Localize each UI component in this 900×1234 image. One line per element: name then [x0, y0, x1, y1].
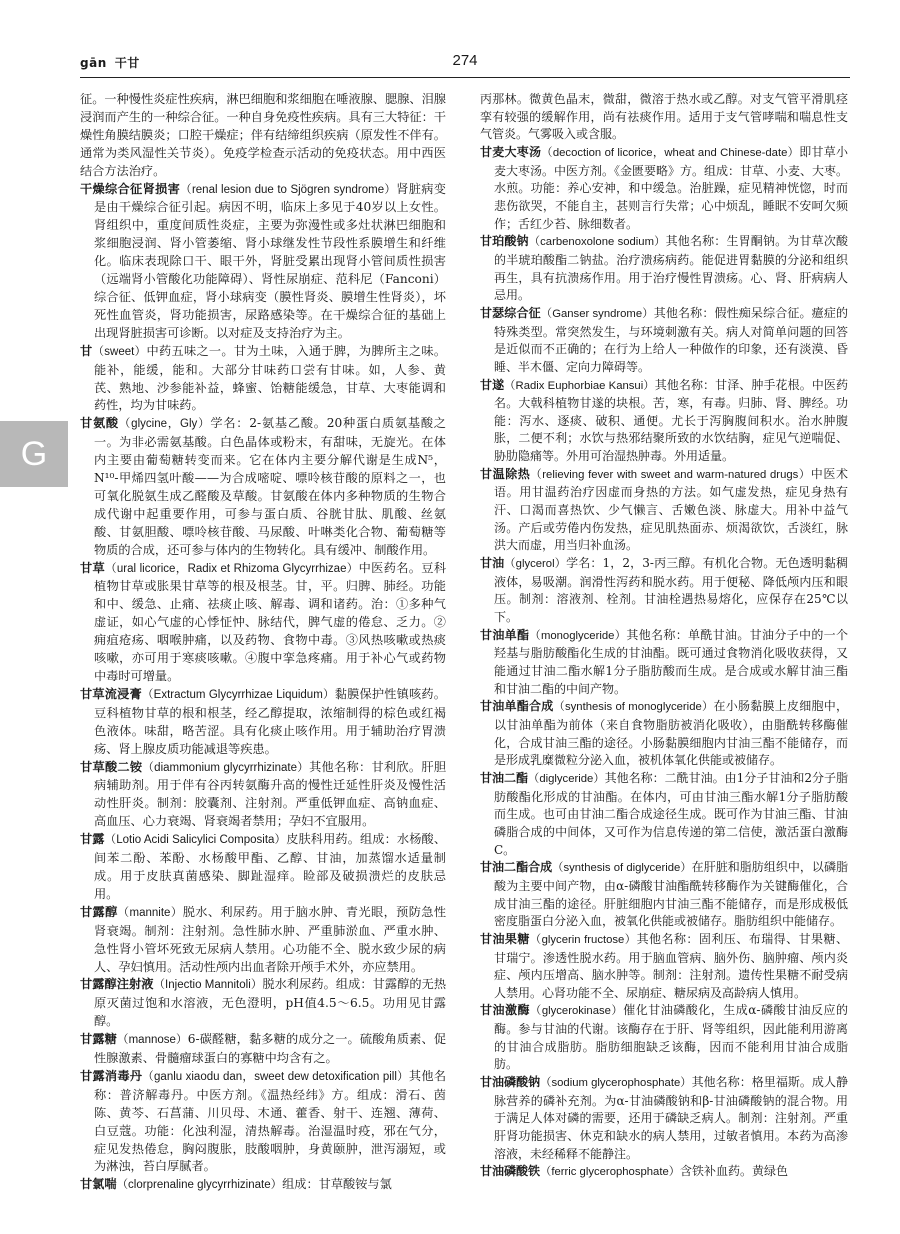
entry-english-term: （ferric glycerophosphate）: [540, 1166, 681, 1179]
entry-definition: 即甘草小麦大枣汤。中医方剂。《金匮要略》方。组成：甘草、小麦、大枣。水煎。功能：养心安神，和中缓急。治脏躁，症见精神恍惚，时而悲伤欲哭，不能自主，甚则言行失常；心中烦乱，睡眠不安呵欠频作；舌红少苔、脉细数者。: [494, 144, 848, 231]
entry-english-term: （glycerol）: [504, 558, 567, 571]
entry-headword: 甘氯喘: [80, 1177, 117, 1192]
dictionary-entry: [480, 466, 848, 555]
dictionary-entry: [80, 1176, 446, 1195]
entry-headword: 甘露消毒丹: [80, 1068, 143, 1083]
entry-definition: 学名：1，2，3-丙三醇。有机化合物。无色透明黏稠液体，易吸潮。润滑性泻药和脱水药。用于便秘、降低颅内压和眼压。制剂：溶液剂、栓剂。甘油栓遇热易熔化，应保存在25℃以下。: [494, 556, 848, 625]
page-header: [80, 52, 850, 74]
entry-headword: 甘草酸二铵: [80, 759, 143, 774]
entry-definition: 在肝脏和脂肪组织中，以磷脂酸为主要中间产物，由α-磷酸甘油酯酰转移酶作为关键酶催化，合成甘油三酯的途径。肝脏细胞内甘油三酯不能储存，而是形成极低密度脂蛋白分泌入血，被氧化供能或被储存。脂肪组织中能储存。: [494, 860, 848, 929]
entry-definition: 其他名称：固利压、布瑞得、甘果糖、甘瑞宁。渗透性脱水药。用于脑血管病、脑外伤、脑肿瘤、颅内炎症、颅内压增高、脑水肿等。制剂：注射剂。遗传性果糖不耐受病人禁用。心肾功能不全、尿崩症、糖尿病及高龄病人慎用。: [494, 931, 848, 1000]
entry-definition: 丙那林。微黄色晶末，微甜，微溶于热水或乙醇。对支气管平滑肌痉挛有较强的缓解作用，尚有祛痰作用。适用于支气管哮喘和喘息性支气管炎。气雾吸入或含服。: [480, 92, 848, 142]
dictionary-entry: [80, 904, 446, 977]
dictionary-entry: [480, 555, 848, 627]
entry-definition: 6-碳醛糖，黏多糖的成分之一。硫酸角质素、促性腺激素、骨髓瘤球蛋白的寡糖中均含有之。: [94, 1032, 446, 1066]
dictionary-entry: [480, 1002, 848, 1074]
page-number: 274: [452, 52, 478, 69]
dictionary-entry: [480, 698, 848, 770]
entry-definition: 其他名称：单酰甘油。甘油分子中的一个羟基与脂肪酸酯化生成的甘油酯。既可通过食物消化吸收获得，又能通过甘油二酯水解1分子脂肪酸而生成。是合成或水解甘油三酯和甘油二酯的中间产物。: [494, 627, 848, 696]
dictionary-entry: [480, 1163, 848, 1182]
header-pinyin: gān: [80, 56, 107, 70]
entry-definition: 其他名称：假性痴呆综合征。癔症的特殊类型。常突然发生，与环境刺激有关。病人对简单问题的回答是近似而不正确的；在行为上给人一种做作的印象，还有淡漠、昏睡、半木僵、定向力障碍等。: [494, 305, 848, 374]
dictionary-entry: [480, 1074, 848, 1163]
dictionary-entry: [80, 560, 446, 686]
entry-headword: 甘油单酯: [480, 627, 530, 642]
entry-definition: 在小肠黏膜上皮细胞中，以甘油单酯为前体（来自食物脂肪被消化吸收），由脂酰转移酶催化，合成甘油三酯的途径。小肠黏膜细胞内甘油三酯不能储存，而是形成乳糜微粒分泌入血，被机体氧化供能或被储存。: [494, 699, 848, 768]
header-section: 干甘: [114, 56, 140, 70]
entry-headword: 甘草: [80, 560, 106, 575]
dictionary-entry: [480, 377, 848, 466]
entry-english-term: （monoglyceride）: [529, 629, 627, 642]
entry-definition: 含铁补血药。黄绿色: [680, 1164, 789, 1179]
entry-english-term: （synthesis of diglyceride）: [552, 862, 692, 875]
entry-definition: 组成：甘草酸铵与氯: [282, 1177, 392, 1192]
dictionary-entry: [80, 343, 446, 416]
entry-english-term: （Radix Euphorbiae Kansui）: [504, 379, 655, 392]
entry-english-term: （ural licorice，Radix et Rhizoma Glycyrrhizae）: [105, 562, 359, 575]
entry-headword: 甘氨酸: [80, 416, 119, 431]
entry-english-term: （glycerokinase）: [530, 1005, 624, 1018]
entry-headword: 甘油单酯合成: [480, 699, 554, 714]
entry-definition: 中药五味之一。甘为土味，入通于脾，为脾所主之味。能补，能缓，能和。大部分甘味药口尝有甘味。如，人参、黄芪、熟地、沙参能补益，蜂蜜、饴糖能缓急，甘草、大枣能调和药性，均为甘味药。: [94, 343, 446, 413]
dictionary-entry: [80, 1068, 446, 1176]
entry-headword: 甘草流浸膏: [80, 686, 142, 701]
entry-english-term: （ganlu xiaodu dan，sweet dew detoxification pill）: [142, 1070, 409, 1083]
entry-definition: 催化甘油磷酸化，生成α-磷酸甘油反应的酶。参与甘油的代谢。该酶存在于肝、肾等组织，因此能利用游离的甘油合成脂肪。脂肪细胞缺乏该酶，因而不能利用甘油合成脂肪。: [494, 1003, 848, 1072]
entry-headword: 甘: [80, 343, 93, 358]
right-column: [480, 91, 848, 1211]
entry-headword: 甘珀酸钠: [480, 234, 529, 249]
dictionary-entry: [80, 181, 446, 343]
entry-english-term: （sodium glycerophosphate）: [540, 1077, 692, 1090]
entry-english-term: （mannite）: [117, 906, 183, 919]
entry-english-term: （decoction of licorice，wheat and Chinese-date）: [541, 146, 800, 159]
entry-english-term: （glycine，Gly）: [118, 418, 211, 431]
dictionary-entry: [80, 831, 446, 904]
entry-english-term: （carbenoxolone sodium）: [528, 236, 666, 249]
dictionary-entry: [480, 233, 848, 305]
dictionary-entry: [480, 859, 848, 931]
entry-headword: 甘露糖: [80, 1032, 117, 1047]
dictionary-entry: [480, 144, 848, 233]
entry-english-term: （sweet）: [92, 345, 147, 358]
entry-english-term: （Ganser syndrome）: [540, 307, 654, 320]
entry-headword: 甘油: [480, 556, 505, 571]
entry-definition: 脱水、利尿药。用于脑水肿、青光眼，预防急性肾衰竭。制剂：注射剂。急性肺水肿、严重肺淤血、严重水肿、急性肾小管坏死致无尿病人禁用。心功能不全、脱水致少尿的病人、孕妇慎用。活动性颅内出血者除开颅手术外，亦应禁用。: [94, 904, 446, 974]
dictionary-entry: [480, 305, 848, 377]
entry-definition: 其他名称：甘泽、肿手花根。中医药名。大戟科植物甘遂的块根。苦，寒，有毒。归肺、肾、脾经。功能：泻水、逐痰、破积、通便。尤长于泻胸腹间积水。治水肿腹胀，二便不利；水饮与热邪结聚所致的水饮结胸，症见气逆喘促、胁肋隐痛等。外用可治湿热肿毒。外用适量。: [494, 377, 848, 464]
dictionary-entry: [80, 976, 446, 1031]
entry-headword: 甘油果糖: [480, 931, 530, 946]
left-column: [80, 91, 446, 1211]
entry-headword: 甘油二酯合成: [480, 860, 553, 875]
dictionary-entry: [80, 686, 446, 759]
entry-headword: 甘遂: [480, 377, 505, 392]
entry-headword: 甘露醇注射液: [80, 977, 154, 992]
entry-english-term: （mannose）: [116, 1034, 188, 1047]
dictionary-entry: [80, 415, 446, 559]
entry-definition: 皮肤科用药。组成：水杨酸、间苯二酚、苯酚、水杨酸甲酯、乙醇、甘油，加蒸馏水适量制成。用于皮肤真菌感染、脚趾湿痒。睑部及破损溃烂的皮肤忌用。: [94, 832, 446, 901]
entry-headword: 甘油磷酸钠: [480, 1075, 541, 1090]
entry-definition: 其他名称：二酰甘油。由1分子甘油和2分子脂肪酸酯化形成的甘油酯。在体内，可由甘油三酯水解1分子脂肪酸而生成。也可由甘油二酯合成途径生成。既可作为甘油三酯、甘油磷脂合成的中间体，又可作为信息传递的第二信使，激活蛋白激酶C。: [494, 770, 848, 857]
entry-headword: 甘温除热: [480, 466, 531, 481]
entry-english-term: （relieving fever with sweet and warm-natured drugs）: [530, 468, 811, 481]
dictionary-entry: [480, 931, 848, 1003]
entry-definition: 其他名称：甘利欣。肝胆病辅助剂。用于伴有谷丙转氨酶升高的慢性迁延性肝炎及慢性活动性肝炎。制剂：胶囊剂、注射剂。严重低钾血症、高钠血症、高血压、心力衰竭、肾衰竭者禁用；孕妇不宜服用。: [94, 759, 446, 829]
entry-definition: 其他名称：普济解毒丹。中医方剂。《温热经纬》方。组成：滑石、茵陈、黄芩、石菖蒲、川贝母、木通、藿香、射干、连翘、薄荷、白豆蔻。功能：化浊利湿，清热解毒。治湿温时疫，邪在气分，症见发热倦怠，胸闷腹胀，肢酸咽肿，身黄颐肿，泄泻溺短，或为淋浊，苔白厚腻者。: [94, 1068, 446, 1174]
entry-continuation: [80, 91, 446, 181]
header-rule: [80, 77, 850, 78]
entry-definition: 征。一种慢性炎症性疾病，淋巴细胞和浆细胞在唾液腺、腮腺、泪腺浸润而产生的一种综合征。一种自身免疫性疾病。具有三大特征：干燥性角膜结膜炎；口腔干燥症；伴有结缔组织疾病（原发性不伴有。通常为类风湿性关节炎）。免疫学检查示活动的免疫状态。用中西医结合方法治疗。: [80, 92, 446, 178]
entry-definition: 脱水利尿药。组成：甘露醇的无热原灭菌过饱和水溶液，无色澄明，pH值4.5～6.5。功用见甘露醇。: [94, 977, 446, 1029]
entry-headword: 甘油二酯: [480, 770, 529, 785]
entry-definition: 肾脏病变是由干燥综合征引起。病因不明，临床上多见于40岁以上女性。肾组织中，重度间质性炎症，主要为弥漫性或多灶状淋巴细胞和浆细胞浸润、肾小管萎缩、肾小球继发性节段性系膜增生和纤维化。临床表现除口干、眼干外，肾脏受累出现肾小管间质性损害（远端肾小管酸化功能障碍）、肾性尿崩症、范科尼（Fanconi）综合征、低钾血症，肾小球病变（膜性肾炎、膜增生性肾炎），坏死性血管炎，肾功能损害，尿路感染等。在干燥综合征的基础上出现肾脏损害可诊断。以对症及支持治疗为主。: [94, 181, 446, 340]
dictionary-entry: [480, 770, 848, 859]
entry-definition: 学名：2-氨基乙酸。20种蛋白质氨基酸之一。为非必需氨基酸。白色晶体或粉末，有甜味，无旋光。在体内主要由葡萄糖转变而来。它在体内主要分解代谢是生成N⁵，N¹⁰-甲烯四氢叶酸——为合成嘧啶、嘌呤核苷酸的原料之一，也可氧化脱氨生成乙醛酸及草酸。甘氨酸在体内多种物质的生物合成代谢中起重要作用，可参与蛋白质、谷胱甘肽、肌酸、丝氨酸、甘氨胆酸、嘌呤核苷酸、马尿酸、叶啉类化合物、葡萄糖等物质的合成，还可参与体内的生物转化。具有缓冲、制酸作用。: [94, 416, 446, 557]
entry-english-term: （diglyceride）: [528, 772, 605, 785]
entry-headword: 甘露: [80, 832, 105, 847]
entry-english-term: （renal lesion due to Sjögren syndrome）: [180, 183, 397, 196]
thumb-index-letter: G: [20, 434, 48, 473]
entry-english-term: （clorprenaline glycyrrhizinate）: [116, 1179, 283, 1192]
entry-english-term: （Injectio Mannitoli）: [153, 979, 263, 992]
entry-definition: 中医术语。用甘温药治疗因虚而身热的方法。如气虚发热，症见身热有汗、口渴而喜热饮、少气懒言、舌嫩色淡、脉虚大。用补中益气汤。产后或劳倦内伤发热，症见肌热面赤、烦渴欲饮，舌淡红，脉洪大而虚，用当归补血汤。: [494, 466, 848, 553]
dictionary-entry: [480, 627, 848, 699]
entry-headword: 甘油磷酸铁: [480, 1164, 541, 1179]
entry-english-term: （Lotio Acidi Salicylici Composita）: [104, 834, 287, 847]
entry-headword: 甘瑟综合征: [480, 305, 541, 320]
entry-headword: 甘麦大枣汤: [480, 144, 542, 159]
entry-english-term: （diammonium glycyrrhizinate）: [142, 761, 310, 774]
dictionary-entry: [80, 759, 446, 832]
thumb-index-tab: [0, 421, 68, 487]
entry-headword: 甘油激酶: [480, 1003, 531, 1018]
entry-headword: 甘露醇: [80, 904, 118, 919]
entry-definition: 其他名称：生胃酮钠。为甘草次酸的半琥珀酸酯二钠盐。治疗溃疡病药。能促进胃黏膜的分泌和组织再生，具有抗溃疡作用。用于治疗慢性胃溃疡。心、肾、肝病病人忌用。: [494, 234, 848, 303]
entry-definition: 其他名称：格里福斯。成人静脉营养的磷补充剂。为α-甘油磷酸钠和β-甘油磷酸钠的混合物。用于满足人体对磷的需要，还用于磷缺乏病人。制剂：注射剂。严重肝肾功能损害、休克和缺水的病人禁用，过敏者慎用。本药为高渗溶液，未经稀释不能静注。: [494, 1075, 848, 1161]
entry-definition: 中医药名。豆科植物甘草或胀果甘草等的根及根茎。甘，平。归脾、肺经。功能和中、缓急、止痛、祛痰止咳、解毒、调和诸药。治：①多种气虚证，如心气虚的心悸怔忡、脉结代，脾气虚的倦怠、乏力。②痈疽疮疡、咽喉肿痛，以及药物、食物中毒。③风热咳嗽或热痰咳嗽，亦可用于寒痰咳嗽。④腹中挛急疼痛。用于补心气或药物中毒时可增量。: [94, 560, 446, 683]
entry-definition: 黏膜保护性镇咳药。豆科植物甘草的根和根茎，经乙醇提取，浓缩制得的棕色或红褐色液体。味甜，略苦涩。具有化痰止咳作用。用于辅助治疗胃溃疡、肾上腺皮质功能减退等疾患。: [94, 686, 446, 756]
entry-english-term: （synthesis of monoglyceride）: [553, 701, 714, 714]
entry-english-term: （glycerin fructose）: [529, 933, 637, 946]
entry-headword: 干燥综合征肾损害: [80, 181, 181, 196]
dictionary-entry: [80, 1031, 446, 1068]
entry-continuation: [480, 91, 848, 144]
entry-english-term: （Extractum Glycyrrhizae Liquidum）: [141, 688, 335, 701]
